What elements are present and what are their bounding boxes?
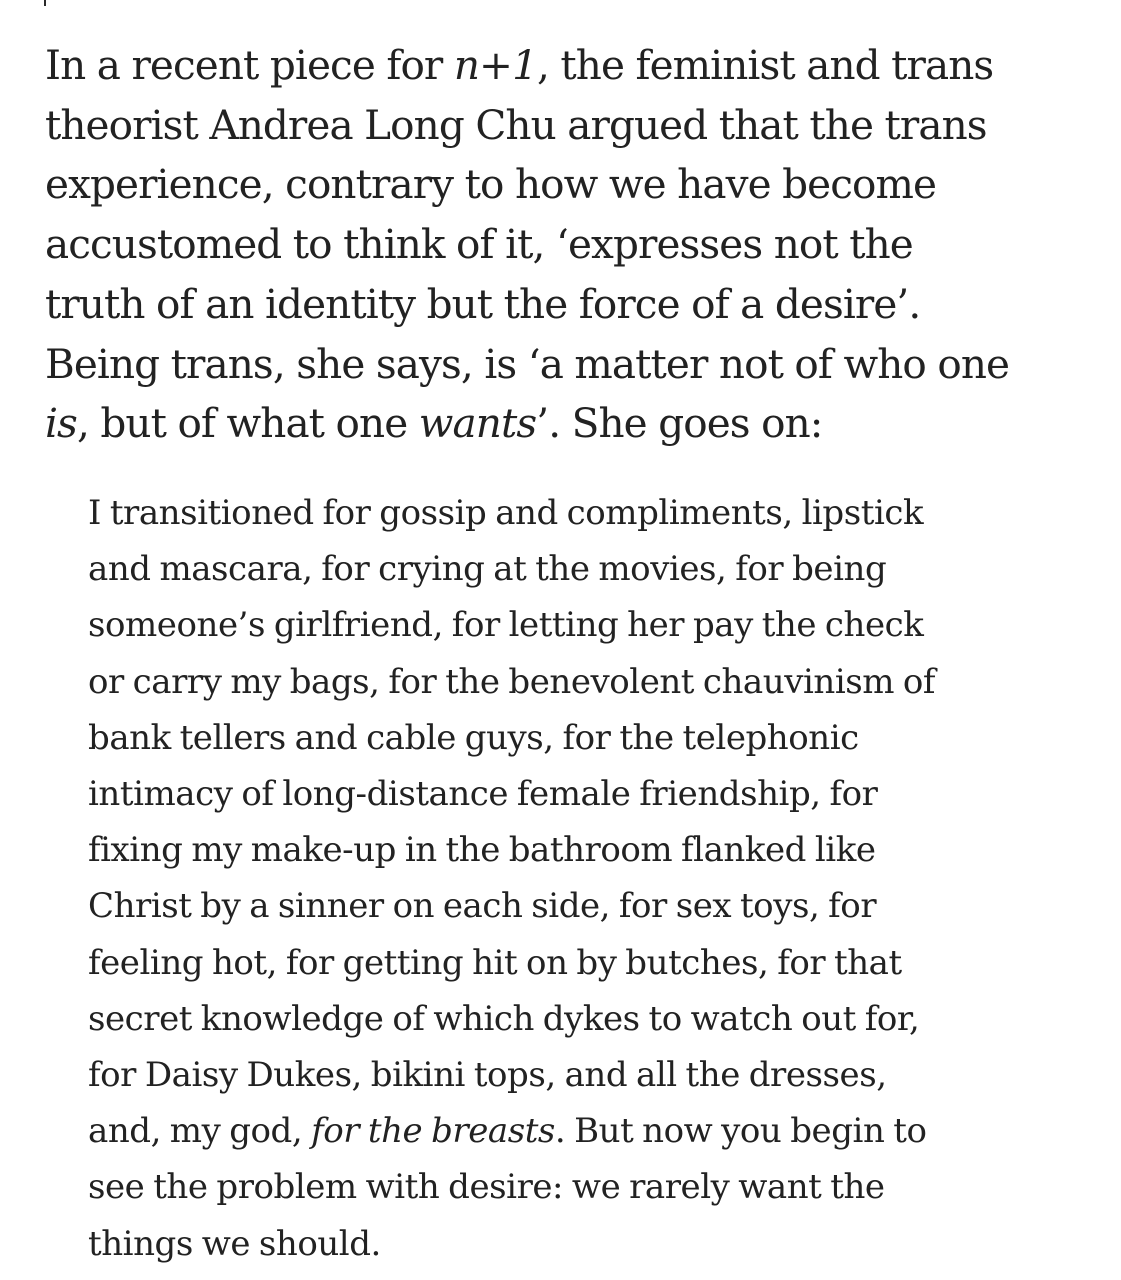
body-paragraph: [45, 36, 1105, 454]
quote-line: things we should.: [88, 1223, 381, 1264]
quote-line: someone’s girlfriend, for letting her pay the check: [88, 605, 924, 646]
emphasis-for-the-breasts: for the breasts: [311, 1111, 555, 1152]
paragraph-line: accustomed to think of it, ‘expresses not the: [45, 220, 913, 269]
paragraph-line: truth of an identity but the force of a desire’.: [45, 279, 921, 328]
block-quote: [88, 485, 1108, 1272]
emphasis-is: is: [45, 399, 77, 448]
publication-name: n+1: [453, 41, 537, 89]
previous-line-fragment: [44, 0, 46, 6]
paragraph-line: theorist Andrea Long Chu argued that the trans: [45, 100, 987, 149]
quote-line: I transitioned for gossip and compliments, lipstick: [88, 493, 924, 533]
paragraph-line: Being trans, she says, is ‘a matter not of who one: [45, 339, 1010, 388]
quote-line: bank tellers and cable guys, for the telephonic: [88, 717, 859, 758]
quote-line: for Daisy Dukes, bikini tops, and all the dresses,: [88, 1055, 887, 1096]
quote-line: and mascara, for crying at the movies, for being: [88, 549, 887, 590]
emphasis-wants: wants: [418, 399, 537, 448]
quote-line: or carry my bags, for the benevolent chauvinism of: [88, 661, 936, 702]
quote-line: see the problem with desire: we rarely want the: [88, 1167, 885, 1208]
quote-line: feeling hot, for getting hit on by butches, for that: [88, 942, 902, 983]
paragraph-line: experience, contrary to how we have become: [45, 160, 937, 209]
paragraph-line: In a recent piece for n+1, the feminist and trans: [45, 41, 994, 89]
quote-line: intimacy of long-distance female friendship, for: [88, 774, 878, 815]
quote-line: and, my god, for the breasts. But now you begin to: [88, 1111, 927, 1152]
quote-line: Christ by a sinner on each side, for sex toys, for: [88, 886, 877, 927]
quote-line: fixing my make-up in the bathroom flanked like: [88, 830, 876, 871]
paragraph-line: is, but of what one wants’. She goes on:: [45, 399, 823, 448]
quote-line: secret knowledge of which dykes to watch out for,: [88, 998, 920, 1039]
